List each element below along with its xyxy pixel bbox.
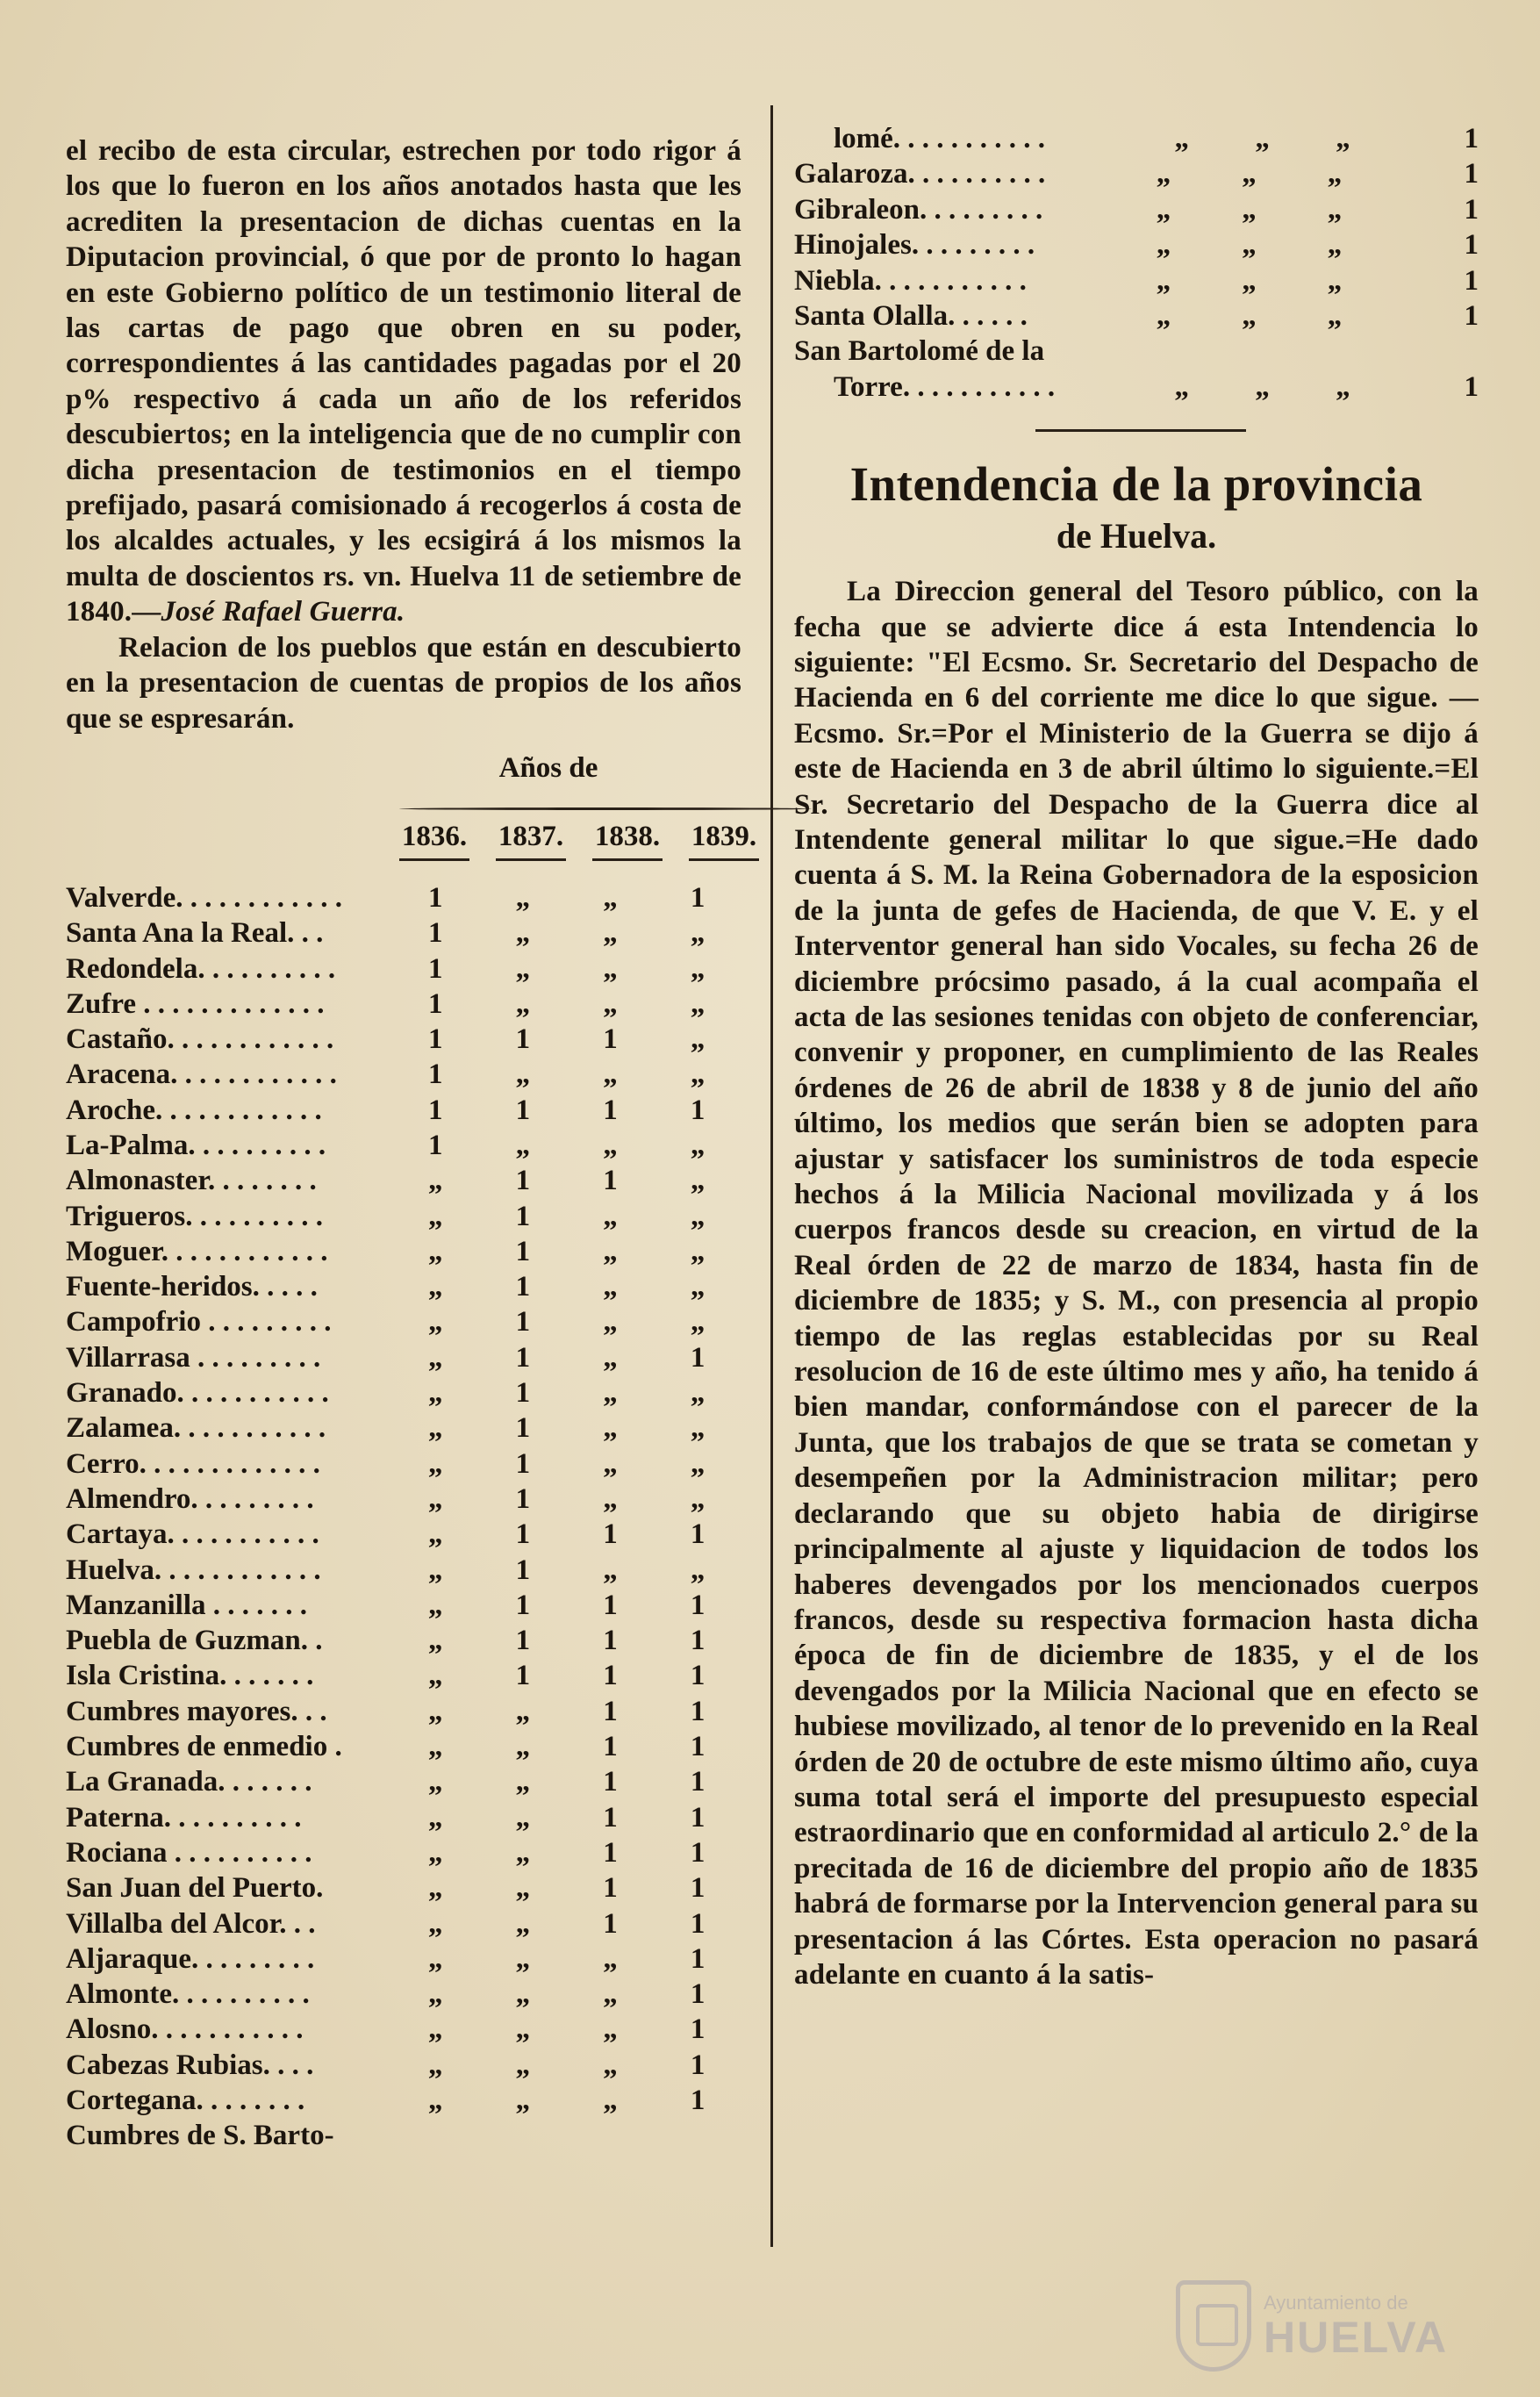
town-name: San Bartolomé de la	[794, 335, 1045, 368]
dash	[592, 858, 663, 861]
year-value: „	[515, 1059, 531, 1091]
year-value: 1	[427, 987, 443, 1020]
year-value: 1	[1464, 123, 1479, 154]
year-value: 1	[690, 1872, 706, 1905]
table-row	[66, 2013, 741, 2049]
year-value: „	[515, 1907, 531, 1940]
year-value: 1	[515, 1341, 531, 1374]
year-value: 1	[690, 1801, 706, 1834]
year-value: „	[690, 1377, 706, 1410]
towns-table-continued	[794, 123, 1479, 406]
year-value: „	[427, 1200, 443, 1232]
town-name: Alosno. . . . . . . . . . .	[66, 2013, 304, 2046]
table-row	[66, 1766, 741, 1801]
years-brace-rule	[399, 807, 812, 810]
section-heading: Intendencia de la provincia	[849, 457, 1423, 512]
year-value: „	[1242, 158, 1257, 190]
year-value: „	[1174, 123, 1189, 154]
year-value: „	[515, 952, 531, 985]
year-value: 1	[690, 1695, 706, 1727]
year-value: „	[690, 1023, 706, 1056]
year-value: „	[427, 1271, 443, 1303]
table-row	[66, 988, 741, 1023]
year-value: „	[515, 1129, 531, 1161]
year-value: 1	[515, 1625, 531, 1657]
year-value: 1	[690, 1094, 706, 1126]
town-name: Redondela. . . . . . . . . .	[66, 952, 336, 985]
year-value: 1	[515, 1589, 531, 1621]
right-column	[794, 123, 1479, 1992]
year-value: 1	[690, 1341, 706, 1374]
year-value: 1	[690, 881, 706, 914]
town-name: Isla Cristina. . . . . . .	[66, 1660, 314, 1692]
year-value: „	[690, 1235, 706, 1267]
year-value: 1	[427, 917, 443, 950]
left-column	[66, 133, 757, 2156]
year-header: 1836.	[401, 820, 468, 852]
year-value: „	[427, 1801, 443, 1834]
year-value: „	[515, 2049, 531, 2081]
year-value: „	[515, 2085, 531, 2116]
table-row	[66, 1306, 741, 1341]
year-value: 1	[603, 1801, 618, 1834]
town-name: Almonaster. . . . . . . .	[66, 1165, 317, 1197]
year-value: „	[427, 1412, 443, 1445]
year-value: „	[515, 1836, 531, 1869]
table-row	[66, 1978, 741, 2013]
year-value: 1	[515, 1306, 531, 1338]
year-value: „	[603, 1482, 618, 1515]
year-value: 1	[690, 1518, 706, 1551]
town-name: Paterna. . . . . . . . . .	[66, 1801, 302, 1834]
town-name: Cumbres de enmedio .	[66, 1731, 342, 1763]
year-value: „	[603, 1306, 618, 1338]
year-value: 1	[690, 1589, 706, 1621]
town-name: Cortegana. . . . . . . .	[66, 2085, 305, 2116]
town-name: Torre. . . . . . . . . . .	[834, 370, 1056, 403]
year-value: 1	[515, 1235, 531, 1267]
town-name: Cumbres de S. Barto-	[66, 2120, 334, 2152]
year-value: 1	[427, 952, 443, 985]
table-row	[66, 1554, 741, 1590]
year-value: 1	[690, 2049, 706, 2081]
year-value: „	[690, 1482, 706, 1515]
year-value: 1	[515, 1412, 531, 1445]
year-value: „	[1242, 299, 1257, 332]
town-name: San Juan del Puerto.	[66, 1872, 324, 1905]
table-row	[794, 123, 1479, 158]
town-name: Huelva. . . . . . . . . . . .	[66, 1554, 321, 1586]
year-value: „	[690, 917, 706, 950]
town-name: Manzanilla . . . . . . .	[66, 1589, 308, 1621]
year-value: 1	[515, 1165, 531, 1197]
year-value: „	[603, 1235, 618, 1267]
year-value: „	[515, 1942, 531, 1975]
year-value: 1	[603, 1589, 618, 1621]
table-row	[66, 1165, 741, 1200]
year-value: „	[427, 1165, 443, 1197]
year-value: „	[603, 1942, 618, 1975]
year-value: 1	[690, 1766, 706, 1798]
town-name: Trigueros. . . . . . . . . .	[66, 1200, 324, 1232]
town-name: Almendro. . . . . . . . .	[66, 1482, 314, 1515]
town-name: Aljaraque. . . . . . . . .	[66, 1942, 315, 1975]
table-row	[66, 1802, 741, 1837]
year-value: „	[1242, 193, 1257, 226]
year-value: 1	[515, 1094, 531, 1126]
year-value: „	[427, 1907, 443, 1940]
year-value: 1	[515, 1023, 531, 1056]
year-value: „	[427, 1341, 443, 1374]
year-value: 1	[515, 1660, 531, 1692]
town-name: Castaño. . . . . . . . . . . .	[66, 1023, 334, 1056]
year-value: „	[603, 1129, 618, 1161]
year-header: 1839.	[691, 820, 757, 852]
year-value: „	[1255, 370, 1270, 403]
table-row	[66, 1059, 741, 1094]
year-value: „	[515, 1801, 531, 1834]
table-row	[66, 1590, 741, 1625]
year-value: „	[690, 1129, 706, 1161]
year-value: „	[427, 2049, 443, 2081]
year-value: 1	[690, 1942, 706, 1975]
watermark-line2: HUELVA	[1264, 2313, 1449, 2362]
year-value: 1	[427, 881, 443, 914]
table-row	[66, 1236, 741, 1271]
year-value: 1	[690, 1907, 706, 1940]
town-name: Aroche. . . . . . . . . . . .	[66, 1094, 322, 1126]
archive-watermark	[1176, 2273, 1492, 2379]
year-value: „	[1327, 229, 1343, 262]
year-value: 1	[515, 1447, 531, 1480]
year-value: „	[603, 987, 618, 1020]
table-row	[66, 1696, 741, 1731]
year-value: 1	[427, 1023, 443, 1056]
table-row	[66, 1943, 741, 1978]
year-value: „	[427, 2013, 443, 2046]
year-header: 1838.	[594, 820, 661, 852]
body-paragraph: La Direccion general del Tesoro público, con la fecha que se advierte dice á esta Intendencia lo siguiente: "El Ecsmo. Sr. Secretario del Despacho de Hacienda en 6 del corriente me dice lo que sigue. —Ecsmo. Sr.=Por el Ministerio de la Guerra se dijo á este de Hacienda en 3 de abril último lo siguiente.=El Sr. Secretario del Despacho de la Guerra dice al Intendente general militar lo que sigue.=He dado cuenta á S. M. la Reina Gobernadora de la esposicion de la junta de gefes de Hacienda, de que V. E. y el Interventor general han sido Vocales, su fecha 26 de diciembre prócsimo pasado, á la cual acompaña el acta de las sesiones tenidas con objeto de conferenciar, convenir y proponer, en cumplimiento de las Reales órdenes de 26 de abril de 1838 y 8 de junio del año último, los medios que serán bien se adopten para ajustar y satisfacer los suministros de toda especie hechos á la Milicia Nacional movilizada y á los cuerpos francos desde su creacion, en virtud de la Real órden de 22 de marzo de 1834, hasta fin de diciembre de 1835; y S. M., con presencia al propio tiempo de las reglas establecidas por su Real resolucion de 16 de este último mes y año, ha tenido á bien mandar, conformándose con el parecer de la Junta, que los trabajos de que se trata se cometan y desempeñen por la Administracion militar; pero declarando que su objeto habia de dirigirse principalmente al ajuste y liquidacion de todos los haberes devengados por los mencionados cuerpos francos, desde su respectiva formacion hasta dicha época de fin de diciembre de 1835, y el de los devengados por la Milicia Nacional que en efecto se hubiese movilizado, al tenor de lo prevenido en la Real órden de 20 de octubre de este mismo último año, cuya suma total será el importe del presupuesto especial estraordinario que en conformidad al articulo 2.° de la precitada de 16 de diciembre del propio año de 1835 habrá de formarse por la Intervencion general para su presentacion á las Córtes. Esta operacion no pasará adelante en cuanto á la satis-	[794, 576, 1479, 1991]
year-value: „	[515, 1766, 531, 1798]
year-value: „	[1174, 370, 1189, 403]
town-name: Aracena. . . . . . . . . . . .	[66, 1059, 337, 1091]
town-name: Villalba del Alcor. . .	[66, 1907, 316, 1940]
town-name: Cabezas Rubias. . . .	[66, 2049, 314, 2081]
town-name: Moguer. . . . . . . . . . . .	[66, 1235, 328, 1267]
year-value: „	[427, 1872, 443, 1905]
town-name: Santa Ana la Real. . .	[66, 917, 324, 950]
town-name: La Granada. . . . . . .	[66, 1766, 312, 1798]
year-value: 1	[1464, 370, 1479, 403]
year-value: „	[690, 1200, 706, 1232]
relation-paragraph: Relacion de los pueblos que están en descubierto en la presentacion de cuentas de propios de los años que se espresarán.	[66, 631, 741, 735]
dash	[689, 858, 759, 861]
year-value: „	[1156, 299, 1171, 332]
watermark-line1: Ayuntamiento de	[1264, 2292, 1408, 2314]
year-value: 1	[603, 1660, 618, 1692]
year-value: „	[427, 2085, 443, 2116]
table-row	[66, 1271, 741, 1306]
year-value: 1	[515, 1554, 531, 1586]
town-name: Cartaya. . . . . . . . . . .	[66, 1518, 319, 1551]
year-value: „	[603, 1554, 618, 1586]
watermark-text	[1264, 2292, 1448, 2360]
intro-paragraph	[66, 133, 741, 630]
town-name: Zalamea. . . . . . . . . . .	[66, 1412, 326, 1445]
year-value: „	[427, 1554, 443, 1586]
year-value: 1	[690, 1660, 706, 1692]
table-row	[66, 1094, 741, 1130]
year-value: „	[690, 1447, 706, 1480]
year-value: „	[1242, 264, 1257, 297]
year-value: 1	[603, 1907, 618, 1940]
table-row	[66, 1518, 741, 1554]
table-row	[66, 1625, 741, 1660]
table-row	[66, 1731, 741, 1766]
year-value: „	[427, 1482, 443, 1515]
year-value: „	[603, 881, 618, 914]
year-value: 1	[603, 1872, 618, 1905]
year-value: „	[1156, 229, 1171, 262]
years-dashes	[386, 858, 816, 861]
year-value: „	[1327, 158, 1343, 190]
year-value: „	[427, 1518, 443, 1551]
year-value: 1	[1464, 229, 1479, 262]
year-value: „	[603, 1377, 618, 1410]
year-value: „	[515, 987, 531, 1020]
town-name: Cumbres mayores. . .	[66, 1695, 327, 1727]
table-row	[66, 953, 741, 988]
column-divider	[770, 105, 773, 2247]
year-value: „	[1336, 370, 1350, 403]
year-value: „	[1327, 193, 1343, 226]
year-value: 1	[427, 1059, 443, 1091]
dash	[399, 858, 469, 861]
table-row	[66, 1908, 741, 1943]
year-value: „	[690, 987, 706, 1020]
towns-table	[66, 882, 741, 2156]
year-value: 1	[603, 1165, 618, 1197]
year-value: 1	[515, 1271, 531, 1303]
table-row	[66, 1201, 741, 1236]
year-value: „	[515, 917, 531, 950]
town-name: Gibraleon. . . . . . . . .	[794, 193, 1043, 226]
year-value: 1	[603, 1518, 618, 1551]
years-header	[386, 821, 816, 853]
year-value: „	[603, 1447, 618, 1480]
year-value: „	[427, 1660, 443, 1692]
year-value: „	[690, 1412, 706, 1445]
year-value: „	[603, 952, 618, 985]
year-value: „	[603, 1341, 618, 1374]
year-value: 1	[603, 1625, 618, 1657]
year-value: 1	[603, 1695, 618, 1727]
table-row	[66, 1412, 741, 1447]
table-row	[66, 882, 741, 917]
year-value: „	[427, 1766, 443, 1798]
year-value: „	[1336, 123, 1350, 154]
year-value: „	[427, 1235, 443, 1267]
table-row	[794, 265, 1479, 300]
year-value: „	[515, 881, 531, 914]
year-value: 1	[427, 1094, 443, 1126]
table-row	[66, 2085, 741, 2120]
year-value: „	[690, 1059, 706, 1091]
year-value: „	[1327, 264, 1343, 297]
year-value: „	[427, 1377, 443, 1410]
year-value: 1	[1464, 264, 1479, 297]
year-value: „	[603, 1271, 618, 1303]
year-value: „	[1255, 123, 1270, 154]
year-value: 1	[515, 1200, 531, 1232]
town-name: Zufre . . . . . . . . . . . . .	[66, 987, 325, 1020]
town-name: Fuente-heridos. . . . .	[66, 1271, 318, 1303]
year-value: „	[1156, 264, 1171, 297]
year-value: „	[515, 2013, 531, 2046]
year-value: 1	[690, 2013, 706, 2046]
year-value: „	[690, 1306, 706, 1338]
year-value: „	[427, 1306, 443, 1338]
year-value: „	[1327, 299, 1343, 332]
dash	[496, 858, 566, 861]
year-value: „	[603, 1059, 618, 1091]
year-value: „	[603, 2049, 618, 2081]
table-row	[66, 1448, 741, 1483]
year-value: 1	[690, 1731, 706, 1763]
table-row	[66, 1483, 741, 1518]
year-value: „	[427, 1731, 443, 1763]
town-name: Cerro. . . . . . . . . . . . .	[66, 1447, 320, 1480]
year-value: „	[515, 1872, 531, 1905]
year-value: 1	[603, 1836, 618, 1869]
year-value: „	[690, 952, 706, 985]
year-value: „	[427, 1978, 443, 2011]
table-row	[66, 1872, 741, 1907]
table-row	[794, 335, 1479, 370]
table-row	[794, 371, 1479, 406]
year-value: 1	[603, 1731, 618, 1763]
year-value: „	[1156, 158, 1171, 190]
year-value: „	[603, 1412, 618, 1445]
table-row	[794, 300, 1479, 335]
intro-text: el recibo de esta circular, estrechen por todo rigor á los que lo fueron en los años anotados hasta que les acrediten la presentacion de dichas cuentas en la Diputacion provincial, ó que por de pronto lo hagan en este Gobierno político de un testimonio literal de las cartas de pago que obren en su poder, correspondientes á las cantidades pagadas por el 20 p% respectivo á cada un año de los referidos descubiertos; en la inteligencia que de no cumplir con dicha presentacion de testimonios en el tiempo prefijado, pasará comisionado á recogerlos á costa de los alcaldes actuales, y les ecsigirá á los mismos la multa de doscientos rs. vn. Huelva 11 de setiembre de 1840.—	[66, 135, 741, 628]
table-row	[66, 917, 741, 952]
table-row	[66, 1377, 741, 1412]
year-value: „	[427, 1447, 443, 1480]
year-value: „	[603, 1200, 618, 1232]
year-header: 1837.	[498, 820, 564, 852]
year-value: 1	[603, 1094, 618, 1126]
year-value: „	[603, 2085, 618, 2116]
town-name: Granado. . . . . . . . . . .	[66, 1377, 329, 1410]
year-value: 1	[1464, 193, 1479, 226]
year-value: „	[427, 1625, 443, 1657]
year-value: „	[515, 1695, 531, 1727]
year-value: „	[427, 1942, 443, 1975]
shield-icon	[1176, 2280, 1251, 2372]
year-value: „	[1156, 193, 1171, 226]
year-value: 1	[1464, 158, 1479, 190]
year-value: „	[515, 1731, 531, 1763]
table-row	[66, 2120, 741, 2155]
section-rule	[1035, 429, 1246, 432]
signature: José Rafael Guerra.	[161, 596, 405, 628]
table-row	[66, 1023, 741, 1059]
town-name: lomé. . . . . . . . . . .	[834, 123, 1046, 154]
town-name: Villarrasa . . . . . . . . .	[66, 1341, 321, 1374]
section-subheading: de Huelva.	[1056, 516, 1217, 556]
years-title: Años de	[498, 751, 598, 784]
town-name: Puebla de Guzman. .	[66, 1625, 323, 1657]
year-value: „	[690, 1165, 706, 1197]
town-name: Campofrio . . . . . . . . .	[66, 1306, 332, 1338]
year-value: „	[603, 1978, 618, 2011]
year-value: „	[690, 1271, 706, 1303]
table-row	[66, 1837, 741, 1872]
town-name: Rociana . . . . . . . . . .	[66, 1836, 312, 1869]
year-value: „	[427, 1589, 443, 1621]
town-name: Galaroza. . . . . . . . . .	[794, 158, 1046, 190]
year-value: 1	[690, 1625, 706, 1657]
table-row	[66, 1130, 741, 1165]
year-value: 1	[515, 1377, 531, 1410]
year-value: 1	[515, 1518, 531, 1551]
table-row	[66, 2049, 741, 2085]
year-value: 1	[690, 1978, 706, 2011]
year-value: „	[603, 917, 618, 950]
year-value: „	[515, 1978, 531, 2011]
year-value: „	[1242, 229, 1257, 262]
table-row	[66, 1660, 741, 1695]
year-value: 1	[603, 1023, 618, 1056]
town-name: Almonte. . . . . . . . . .	[66, 1978, 310, 2011]
year-value: „	[690, 1554, 706, 1586]
town-name: Santa Olalla. . . . . .	[794, 299, 1028, 332]
year-value: 1	[1464, 299, 1479, 332]
town-name: Niebla. . . . . . . . . . .	[794, 264, 1027, 297]
year-value: 1	[515, 1482, 531, 1515]
town-name: Valverde. . . . . . . . . . . .	[66, 881, 343, 914]
table-row	[794, 229, 1479, 264]
year-value: 1	[690, 1836, 706, 1869]
town-name: La-Palma. . . . . . . . . .	[66, 1129, 326, 1161]
year-value: 1	[427, 1129, 443, 1161]
year-value: „	[427, 1695, 443, 1727]
town-name: Hinojales. . . . . . . . .	[794, 229, 1035, 262]
table-row	[66, 1342, 741, 1377]
year-value: „	[603, 2013, 618, 2046]
year-value: 1	[690, 2085, 706, 2116]
table-row	[794, 194, 1479, 229]
year-value: 1	[603, 1766, 618, 1798]
table-row	[794, 158, 1479, 193]
year-value: „	[427, 1836, 443, 1869]
